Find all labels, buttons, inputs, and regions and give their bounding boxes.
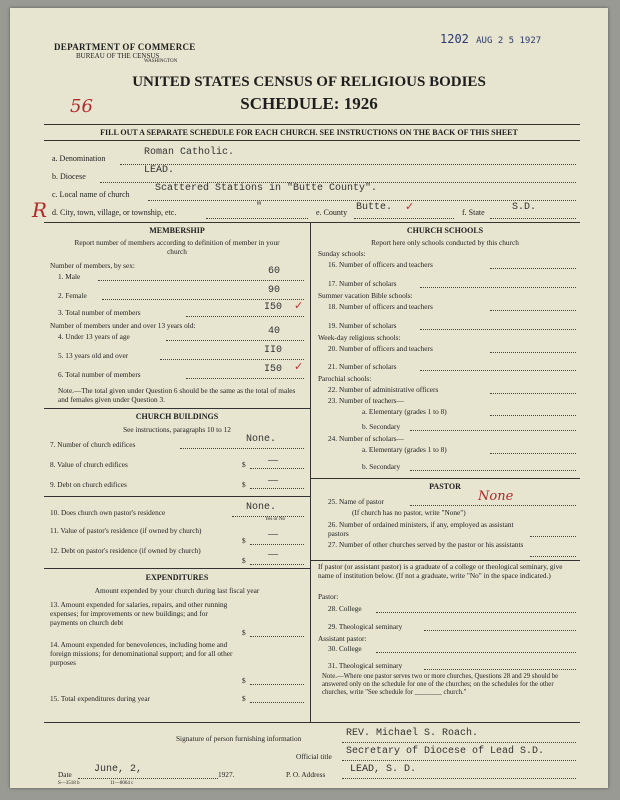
q23a-line — [490, 415, 576, 416]
grid-bottom-rule — [44, 722, 580, 723]
q6-line — [186, 378, 304, 379]
section-rule — [310, 478, 580, 479]
q1-label: 1. Male — [58, 272, 81, 281]
buildings-heading: CHURCH BUILDINGS — [135, 412, 219, 421]
by-sex-label: Number of members, by sex: — [50, 261, 135, 270]
grid-center-rule — [310, 222, 311, 722]
q9-dollar: $ — [242, 480, 246, 489]
q24-label: 24. Number of scholars— — [328, 434, 404, 443]
diocese-value: LEAD. — [144, 165, 175, 176]
q15-dollar: $ — [242, 694, 246, 703]
red-checkmark: ✓ — [405, 201, 415, 213]
q13-line — [250, 636, 304, 637]
q4-label: 4. Under 13 years of age — [58, 332, 130, 341]
q22-line — [490, 393, 576, 394]
q13-dollar: $ — [242, 628, 246, 637]
handwritten-mark: R — [32, 198, 48, 222]
q29-label: 29. Theological seminary — [328, 622, 403, 631]
q25-hint: (If church has no pastor, write "None") — [352, 508, 466, 517]
denomination-line — [120, 164, 576, 165]
q2-line — [102, 299, 304, 300]
city-label: d. City, town, village, or township, etc. — [52, 208, 177, 217]
state-label: f. State — [462, 208, 485, 217]
city-value: " — [256, 202, 263, 213]
denomination-value: Roman Catholic. — [144, 147, 235, 158]
bureau-heading: BUREAU OF THE CENSUS — [76, 52, 160, 60]
buildings-intro: See instructions, paragraphs 10 to 12 — [123, 425, 231, 434]
q24b-label: b. Secondary — [362, 462, 401, 471]
q29-line — [424, 630, 576, 631]
state-line — [490, 218, 576, 219]
form-title: UNITED STATES CENSUS OF RELIGIOUS BODIES — [132, 74, 486, 90]
q3-line — [186, 316, 304, 317]
received-stamp — [440, 32, 541, 46]
q19-label: 19. Number of scholars — [328, 321, 397, 330]
q12-dash: — — [268, 549, 278, 560]
q14-line — [250, 684, 304, 685]
q8-label: 8. Value of church edifices — [50, 460, 128, 469]
q21-line — [420, 370, 576, 371]
q19-line — [420, 329, 576, 330]
po-address-line — [342, 778, 576, 779]
sunday-label: Sunday schools: — [318, 249, 366, 258]
county-label: e. County — [316, 208, 348, 217]
q7-value: None. — [246, 434, 277, 445]
department-heading: DEPARTMENT OF COMMERCE — [54, 42, 196, 52]
q24b-line — [410, 470, 576, 471]
q11-label: 11. Value of pastor's residence (if owned by church) — [50, 526, 202, 535]
official-title-value: Secretary of Diocese of Lead S.D. — [346, 746, 545, 757]
diocese-label: b. Diocese — [52, 172, 86, 181]
date-value: June, 2, — [94, 764, 143, 775]
q11-dollar: $ — [242, 536, 246, 545]
q1-line — [98, 280, 304, 281]
q18-line — [490, 310, 576, 311]
q5-value: II0 — [264, 345, 283, 356]
stamp-date: AUG 2 5 1927 — [476, 36, 542, 46]
q7-line — [180, 448, 304, 449]
denomination-label: a. Denomination — [52, 154, 106, 163]
official-title-label: Official title — [296, 752, 332, 761]
q31-line — [424, 669, 576, 670]
q4-value: 40 — [268, 326, 281, 337]
county-value: Butte. — [356, 202, 393, 213]
q16-label: 16. Number of officers and teachers — [328, 260, 433, 269]
vacation-label: Summer vacation Bible schools: — [318, 291, 413, 300]
divider — [44, 124, 580, 125]
q6-value: I50 — [264, 364, 283, 375]
membership-heading: MEMBERSHIP — [149, 226, 205, 235]
membership-note: Note.—The total given under Question 6 should be the same as the total of males and females given under Question 3. — [58, 386, 296, 404]
weekday-label: Week-day religious schools: — [318, 333, 401, 342]
q17-line — [420, 287, 576, 288]
q18-label: 18. Number of officers and teachers — [328, 302, 433, 311]
date-label: Date — [58, 770, 72, 779]
q15-line — [250, 702, 304, 703]
expenditures-intro: Amount expended by your church during last fiscal year — [94, 586, 260, 595]
q23b-label: b. Secondary — [362, 422, 401, 431]
q25-line — [410, 505, 576, 506]
q27-label: 27. Number of other churches served by the pastor or his assistants — [328, 540, 524, 549]
form-number: S—3518 b — [58, 781, 80, 786]
q23a-label: a. Elementary (grades 1 to 8) — [362, 407, 447, 416]
q10-hint: Yes or No — [265, 517, 286, 522]
expenditures-heading: EXPENDITURES — [145, 573, 209, 582]
q24a-label: a. Elementary (grades 1 to 8) — [362, 445, 447, 454]
county-line — [354, 218, 454, 219]
city-line — [206, 218, 308, 219]
q17-label: 17. Number of scholars — [328, 279, 397, 288]
q21-label: 21. Number of scholars — [328, 362, 397, 371]
red-checkmark: ✓ — [294, 300, 304, 312]
q13-label: 13. Amount expended for salaries, repairs, and other running expenses; for improvements or new buildings; and for payments on church debt — [50, 600, 228, 627]
q1-value: 60 — [268, 266, 281, 277]
q9-line — [250, 488, 304, 489]
section-rule — [44, 568, 310, 569]
city-heading: WASHINGTON — [144, 59, 178, 64]
parochial-label: Parochial schools: — [318, 374, 372, 383]
date-year: 1927. — [218, 770, 235, 779]
official-title-line — [342, 760, 576, 761]
q27-line — [530, 556, 576, 557]
census-schedule-sheet — [10, 8, 608, 788]
po-address-label: P. O. Address — [286, 770, 326, 779]
schedule-title: SCHEDULE: 1926 — [240, 94, 378, 113]
q12-line — [250, 564, 304, 565]
q6-label: 6. Total number of members — [58, 370, 141, 379]
church-name-value: Scattered Stations in "Butte County". — [155, 183, 378, 194]
q11-line — [250, 544, 304, 545]
schools-intro: Report here only schools conducted by this church — [371, 238, 519, 247]
q8-line — [250, 468, 304, 469]
q11-dash: — — [268, 529, 278, 540]
stamp-number: 1202 — [440, 32, 469, 46]
q10-value: None. — [246, 502, 277, 513]
q10-label: 10. Does church own pastor's residence — [50, 508, 166, 517]
q4-line — [166, 340, 304, 341]
q15-label: 15. Total expenditures during year — [50, 694, 151, 703]
q28-label: 28. College — [328, 604, 362, 613]
pastor-sublabel: Pastor: — [318, 592, 339, 601]
q30-label: 30. College — [328, 644, 362, 653]
q9-label: 9. Debt on church edifices — [50, 480, 127, 489]
q28-line — [376, 612, 576, 613]
q23-label: 23. Number of teachers— — [328, 396, 404, 405]
q26-label: 26. Number of ordained ministers, if any, employed as assistant pastors — [328, 520, 514, 538]
print-number: 11—8064 c — [110, 781, 134, 786]
q2-value: 90 — [268, 285, 281, 296]
q8-dollar: $ — [242, 460, 246, 469]
q7-label: 7. Number of church edifices — [50, 440, 136, 449]
q3-label: 3. Total number of members — [58, 308, 141, 317]
age-heading: Number of members under and over 13 years old: — [50, 321, 196, 330]
q14-label: 14. Amount expended for benevolences, including home and foreign missions; for denominational support; and for all other purposes — [50, 640, 233, 667]
church-name-label: c. Local name of church — [52, 190, 130, 199]
membership-intro: Report number of members according to definition of member in your church — [74, 238, 280, 256]
q20-line — [490, 352, 576, 353]
q12-label: 12. Debt on pastor's residence (if owned by church) — [50, 546, 201, 555]
q12-dollar: $ — [242, 556, 246, 565]
section-rule — [44, 408, 310, 409]
q5-line — [160, 359, 304, 360]
q14-dollar: $ — [242, 676, 246, 685]
church-name-line — [148, 200, 576, 201]
graduate-note: If pastor (or assistant pastor) is a graduate of a college or theological seminary, give name of institution below. (If not a graduate, write "No" in the space indicated.) — [318, 562, 563, 580]
q20-label: 20. Number of officers and teachers — [328, 344, 433, 353]
q26-line — [530, 536, 576, 537]
signature-label: Signature of person furnishing information — [176, 734, 302, 743]
schools-heading: CHURCH SCHOOLS — [406, 226, 484, 235]
q9-dash: — — [268, 475, 278, 486]
signature-value: REV. Michael S. Roach. — [346, 728, 479, 739]
q31-label: 31. Theological seminary — [328, 661, 403, 670]
grid-top-rule — [44, 222, 580, 223]
pastor-heading: PASTOR — [429, 482, 461, 491]
po-address-value: LEAD, S. D. — [350, 764, 417, 775]
q25-label: 25. Name of pastor — [328, 497, 384, 506]
section-rule — [310, 560, 580, 561]
pastor-note: Note.—Where one pastor serves two or more churches, Questions 28 and 29 should be answered only on the schedule for one of the churches; on the schedules for the other churches, write "See schedule for ________ church." — [322, 673, 559, 696]
q5-label: 5. 13 years old and over — [58, 351, 129, 360]
q23b-line — [410, 430, 576, 431]
q2-label: 2. Female — [58, 291, 87, 300]
q16-line — [490, 268, 576, 269]
section-rule — [44, 496, 310, 497]
q24a-line — [490, 453, 576, 454]
q8-dash: — — [268, 455, 278, 466]
handwritten-number: 56 — [70, 96, 93, 117]
q30-line — [376, 652, 576, 653]
divider — [44, 140, 580, 141]
signature-line — [342, 742, 576, 743]
q22-label: 22. Number of administrative officers — [328, 385, 439, 394]
instructions-line: FILL OUT A SEPARATE SCHEDULE FOR EACH CHURCH. SEE INSTRUCTIONS ON THE BACK OF THIS SHEET — [100, 128, 518, 137]
date-line — [78, 778, 218, 779]
assistant-sublabel: Assistant pastor: — [318, 634, 367, 643]
state-value: S.D. — [512, 202, 537, 213]
red-checkmark: ✓ — [294, 361, 304, 373]
q25-value: None — [478, 489, 514, 504]
q3-value: I50 — [264, 302, 283, 313]
